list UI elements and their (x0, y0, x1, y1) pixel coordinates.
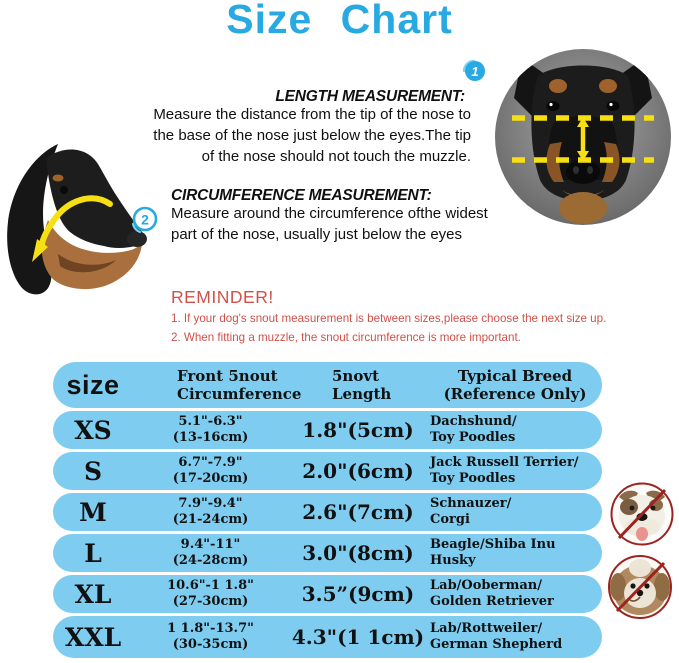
length-cell: 1.8"(5cm) (302, 418, 414, 442)
reminder-item-2: 2. When fitting a muzzle, the snout circumference is more important. (171, 330, 521, 344)
header-circ-line1: Front 5nout (177, 367, 278, 385)
breed-line1: Dachshund/ (430, 414, 517, 429)
length-cell: 3.5”(9cm) (301, 582, 415, 606)
size-table (53, 362, 602, 658)
circumference-cell (133, 455, 288, 487)
table-row-l (53, 534, 602, 572)
breed-cell (428, 537, 602, 569)
breed-cell (428, 621, 602, 653)
circ-inches: 5.1"-6.3" (178, 414, 243, 429)
breed-line2: Golden Retriever (430, 594, 554, 609)
circ-cm: (24-28cm) (172, 553, 249, 568)
circ-cm: (30-35cm) (172, 637, 249, 652)
size-label: XS (74, 415, 112, 445)
table-header-row (53, 362, 602, 408)
step-2-number: 2 (141, 211, 149, 228)
breed-cell (428, 578, 602, 610)
size-label: XXL (64, 622, 122, 652)
header-len-line1: 5novt (332, 367, 379, 385)
circumference-measurement-text (171, 203, 488, 245)
breed-line1: Jack Russell Terrier/ (430, 455, 579, 470)
reminder-title: REMINDER! (171, 287, 274, 307)
circ-inches: 6.7"-7.9" (178, 455, 243, 470)
length-text-line2: the base of the nose just below the eyes.The tip (153, 127, 471, 144)
breed-line1: Beagle/Shiba Inu (430, 537, 556, 552)
header-snout-length (288, 367, 428, 403)
breed-line2: Toy Poodles (430, 471, 516, 486)
breed-cell (428, 455, 602, 487)
header-len-line2: Length (332, 385, 392, 403)
length-measurement-heading: LENGTH MEASUREMENT: (275, 88, 465, 105)
doberman-profile-photo (0, 144, 150, 300)
header-snout-circumference (133, 367, 302, 403)
circ-cm: (21-24cm) (172, 512, 249, 527)
length-text-line3: of the nose should not touch the muzzle. (201, 148, 471, 165)
circumference-measurement-heading: CIRCUMFERENCE MEASUREMENT: (171, 187, 432, 204)
length-text-line1: Measure the distance from the tip of the nose to (153, 106, 471, 123)
circumference-text-line2: part of the nose, usually just below the eyes (171, 226, 463, 243)
breed-line1: Lab/Ooberman/ (430, 578, 542, 593)
breed-line1: Lab/Rottweiler/ (430, 621, 543, 636)
breed-line1: Schnauzer/ (430, 496, 512, 511)
breed-line2: Corgi (430, 512, 470, 527)
table-row-xxl (53, 616, 602, 658)
table-row-xs (53, 411, 602, 449)
breed-cell (428, 414, 602, 446)
page-title: Size Chart (226, 0, 453, 42)
circumference-cell (133, 578, 288, 610)
length-cell: 2.6"(7cm) (302, 500, 414, 524)
step-2-badge (130, 206, 158, 234)
size-label: XL (74, 579, 112, 609)
size-label: L (84, 538, 102, 568)
circumference-text-line1: Measure around the circumference ofthe widest (171, 205, 488, 222)
length-cell: 3.0"(8cm) (302, 541, 414, 565)
doberman-front-face-photo (494, 48, 672, 226)
table-row-s (53, 452, 602, 490)
circ-inches: 7.9"-9.4" (178, 496, 243, 511)
breed-line2: Toy Poodles (430, 430, 516, 445)
circ-inches: 1 1.8"-13.7" (167, 621, 254, 636)
header-breed-line1: Typical Breed (457, 367, 573, 385)
circumference-cell (133, 537, 288, 569)
no-bulldog-icon (606, 481, 679, 548)
size-label: S (83, 456, 103, 486)
table-row-xl (53, 575, 602, 613)
circ-inches: 9.4"-11" (180, 537, 241, 552)
length-cell: 4.3"(1 1cm) (291, 625, 425, 649)
table-row-m (53, 493, 602, 531)
reminder-item-1: 1. If your dog's snout measurement is between sizes,please choose the next size up. (171, 312, 607, 325)
breed-line2: Husky (430, 553, 476, 568)
header-circ-line2: Circumference (177, 385, 302, 403)
circ-cm: (17-20cm) (172, 471, 249, 486)
header-size: size (66, 369, 120, 400)
circumference-cell (133, 414, 288, 446)
circumference-cell (133, 496, 288, 528)
breed-cell (428, 496, 602, 528)
step-1-badge (461, 58, 487, 84)
length-cell: 2.0"(6cm) (302, 459, 414, 483)
header-typical-breed (428, 367, 602, 403)
no-shih-tzu-icon (603, 553, 678, 622)
header-breed-line2: (Reference Only) (443, 385, 587, 403)
reminder-list (171, 310, 606, 347)
circumference-cell (133, 621, 288, 653)
breed-line2: German Shepherd (430, 637, 563, 652)
circ-cm: (13-16cm) (172, 430, 249, 445)
step-1-number: 1 (471, 64, 479, 79)
size-label: M (79, 497, 107, 527)
circ-inches: 10.6"-1 1.8" (167, 578, 254, 593)
circ-cm: (27-30cm) (172, 594, 249, 609)
